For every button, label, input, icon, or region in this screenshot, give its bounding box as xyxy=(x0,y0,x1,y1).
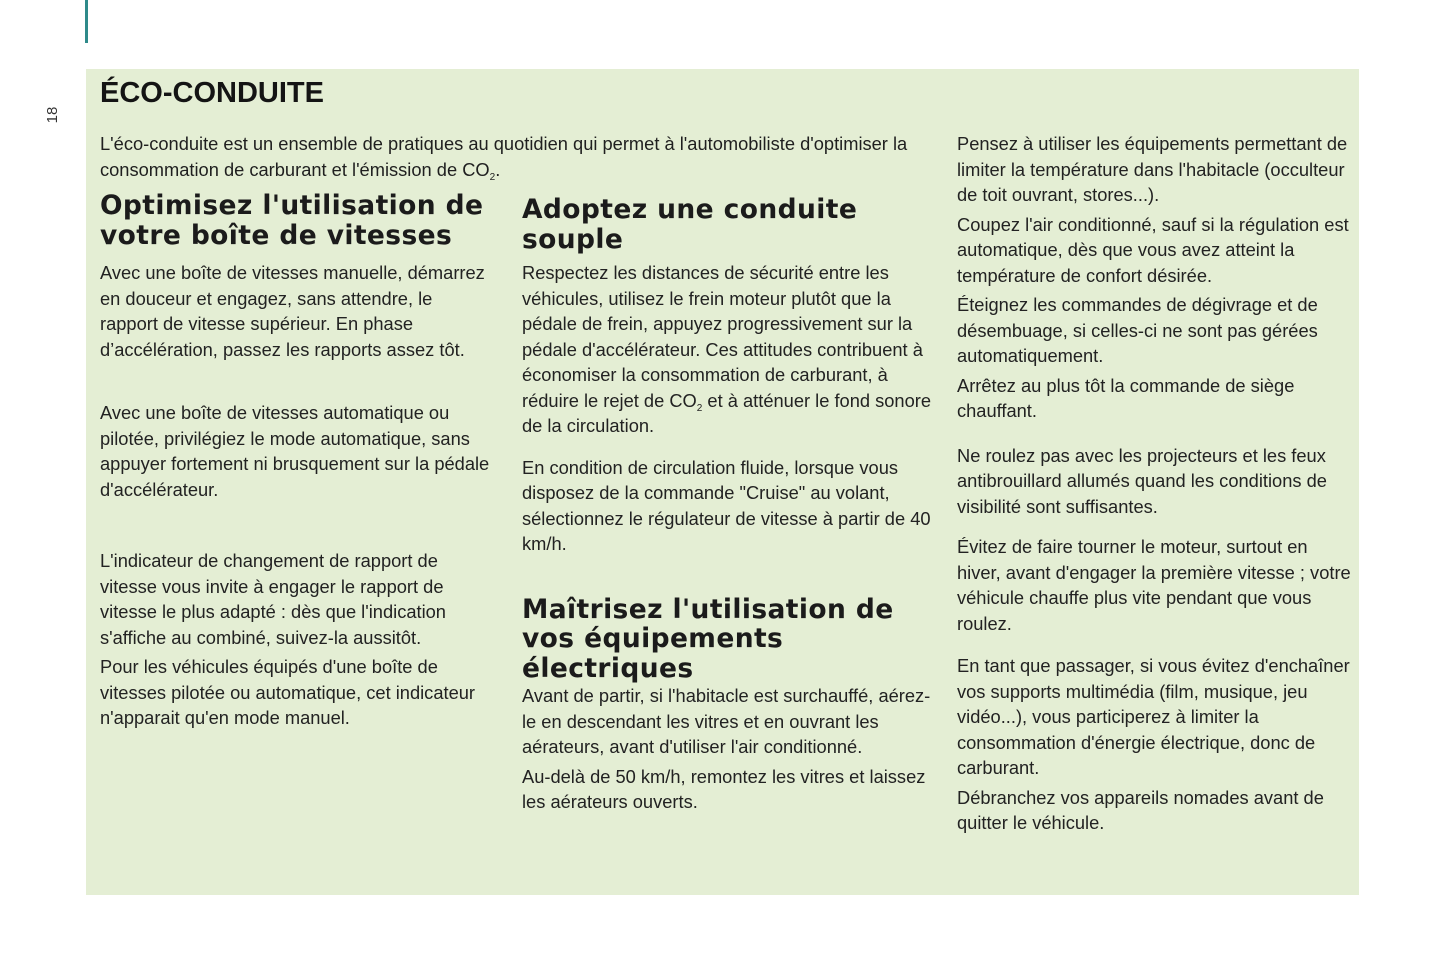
paragraph-cruise-control: En condition de circulation fluide, lorsque vous disposez de la commande "Cruise" au volant, sélectionnez le régulateur de vitesse à partir de 40 km/h. xyxy=(522,456,931,554)
paragraph-ventilate-cabin: Avant de partir, si l'habitacle est surchauffé, aérez-le en descendant les vitres et en ouvrant les aérateurs, avant d'utiliser l'air conditionné. xyxy=(522,685,931,757)
heading-gearbox: Optimisez l'utilisation de votre boîte de vitesses xyxy=(100,190,484,251)
page-number: 18 xyxy=(44,106,61,124)
heading-smooth-driving: Adoptez une conduite souple xyxy=(522,194,858,255)
paragraph-nomad-devices: Débranchez vos appareils nomades avant de quitter le véhicule. xyxy=(957,786,1324,833)
paragraph-limit-temperature: Pensez à utiliser les équipements permettant de limiter la température dans l'habitacle (occulteur de toit ouvrant, stores...). xyxy=(957,133,1348,205)
paragraph-air-conditioning: Coupez l'air conditionné, sauf si la régulation est automatique, dès que vous avez atteint la température de confort désirée. xyxy=(957,213,1349,286)
page-title: ÉCO-CONDUITE xyxy=(100,77,324,109)
paragraph-automatic-gearbox: Avec une boîte de vitesses automatique ou pilotée, privilégiez le mode automatique, sans appuyer fortement ni brusquement sur la pédale d'accélérateur. xyxy=(100,402,490,500)
paragraph-safety-distance: Respectez les distances de sécurité entre les véhicules, utilisez le frein moteur plutôt que la pédale de frein, appuyez progressivement sur la pédale d'accélérateur. Ces attitudes contribuent à économiser la consommation de carburant, à réduire le rejet de $CO_2$ et à atténuer le fond sonore de la circulation. xyxy=(522,262,932,436)
paragraph-close-windows: Au-delà de 50 km/h, remontez les vitres et laissez les aérateurs ouverts. xyxy=(522,765,926,812)
paragraph-multimedia: En tant que passager, si vous évitez d'enchaîner vos supports multimédia (film, musique, jeu vidéo...), vous participerez à limiter la consommation d'énergie électrique, donc de carburant. xyxy=(957,655,1350,778)
paragraph-heated-seat: Arrêtez au plus tôt la commande de siège chauffant. xyxy=(957,374,1295,421)
paragraph-gear-indicator: L'indicateur de changement de rapport de vitesse vous invite à engager le rapport de vitesse le plus adapté : dès que l'indication s'affiche au combiné, suivez-la aussitôt. xyxy=(100,550,446,648)
column-gearbox xyxy=(100,191,495,731)
paragraph-headlamps: Ne roulez pas avec les projecteurs et les feux antibrouillard allumés quand les conditions de visibilité sont suffisantes. xyxy=(957,444,1327,517)
intro-paragraph: L'éco-conduite est un ensemble de pratiques au quotidien qui permet à l'automobiliste d'optimiser la consommation de carburant et l'émission de $CO_2$. xyxy=(100,133,908,183)
paragraph-manual-gearbox: Avec une boîte de vitesses manuelle, démarrez en douceur et engagez, sans attendre, le rapport de vitesse supérieur. En phase d’accélération, passez les rapports assez tôt. xyxy=(100,262,485,360)
paragraph-indicator-manual-mode: Pour les véhicules équipés d'une boîte de vitesses pilotée ou automatique, cet indicateur n'apparait qu'en mode manuel. xyxy=(100,656,475,728)
eco-driving-panel xyxy=(86,69,1359,895)
heading-electrical-equipment: Maîtrisez l'utilisation de vos équipements électriques xyxy=(522,593,894,684)
paragraph-engine-idle: Évitez de faire tourner le moteur, surtout en hiver, avant d'engager la première vitesse ; votre véhicule chauffe plus vite pendant que vous roulez. xyxy=(957,536,1351,634)
column-equipment-tips xyxy=(957,131,1352,836)
top-accent-rule xyxy=(85,0,88,43)
paragraph-defrost: Éteignez les commandes de dégivrage et de désembuage, si celles-ci ne sont pas gérées automatiquement. xyxy=(957,294,1318,366)
column-smooth-driving xyxy=(522,195,942,815)
